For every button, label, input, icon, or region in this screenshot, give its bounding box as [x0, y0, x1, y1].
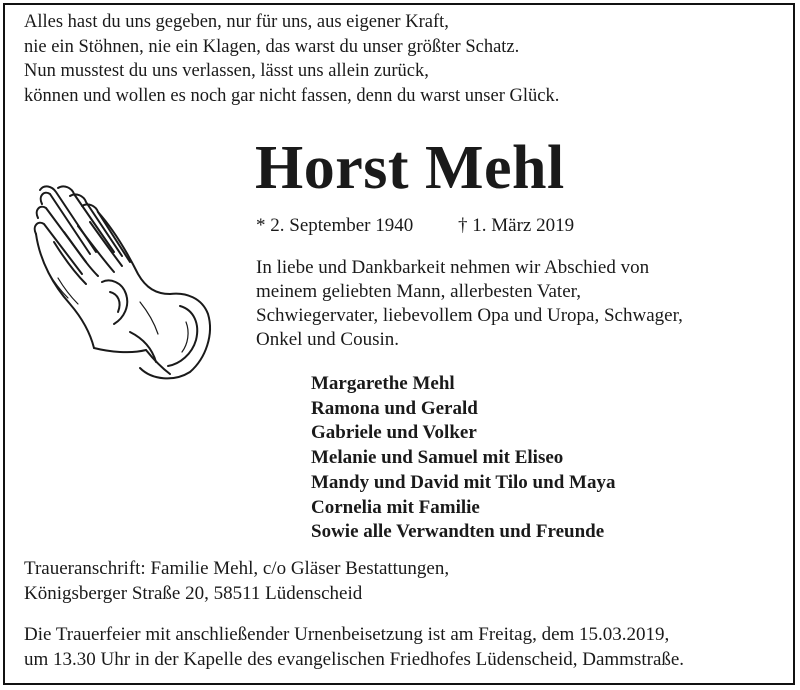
service-line: Die Trauerfeier mit anschließender Urnenbeisetzung ist am Freitag, dem 15.03.2019, [24, 624, 670, 645]
mourners-list [311, 372, 615, 545]
deceased-name: Horst Mehl [255, 134, 565, 202]
funeral-service-info [24, 622, 684, 672]
praying-hands-icon [30, 182, 215, 384]
service-line: um 13.30 Uhr in der Kapelle des evangelischen Friedhofes Lüdenscheid, Dammstraße. [24, 649, 685, 670]
farewell-line: Schwiegervater, liebevollem Opa und Uropa, Schwager, [256, 305, 683, 326]
poem-line: nie ein Stöhnen, nie ein Klagen, das warst du unser größter Schatz. [24, 36, 520, 57]
farewell-line: In liebe und Dankbarkeit nehmen wir Abschied von [256, 257, 650, 278]
birth-date: * 2. September 1940 [256, 215, 414, 236]
farewell-line: Onkel und Cousin. [256, 329, 400, 350]
mourner-entry: Ramona und Gerald [311, 397, 478, 419]
poem-line: können und wollen es noch gar nicht fassen, denn du warst unser Glück. [24, 85, 560, 106]
mourner-entry: Sowie alle Verwandten und Freunde [311, 521, 605, 543]
poem-line: Alles hast du uns gegeben, nur für uns, aus eigener Kraft, [24, 12, 449, 32]
life-dates [256, 214, 574, 238]
mourner-entry: Gabriele und Volker [311, 422, 477, 444]
mourner-entry: Cornelia mit Familie [311, 496, 480, 518]
death-date: † 1. März 2019 [458, 215, 575, 236]
poem [24, 10, 559, 108]
address-line: Traueranschrift: Familie Mehl, c/o Gläser Bestattungen, [24, 558, 450, 579]
address-line: Königsberger Straße 20, 58511 Lüdenscheid [24, 583, 363, 604]
mourning-address [24, 556, 449, 606]
mourner-entry: Margarethe Mehl [311, 373, 455, 394]
mourner-entry: Mandy und David mit Tilo und Maya [311, 471, 616, 493]
mourner-entry: Melanie und Samuel mit Eliseo [311, 447, 564, 469]
farewell-text [256, 256, 683, 352]
farewell-line: meinem geliebten Mann, allerbesten Vater, [256, 281, 581, 302]
poem-line: Nun musstest du uns verlassen, lässt uns allein zurück, [24, 61, 429, 81]
